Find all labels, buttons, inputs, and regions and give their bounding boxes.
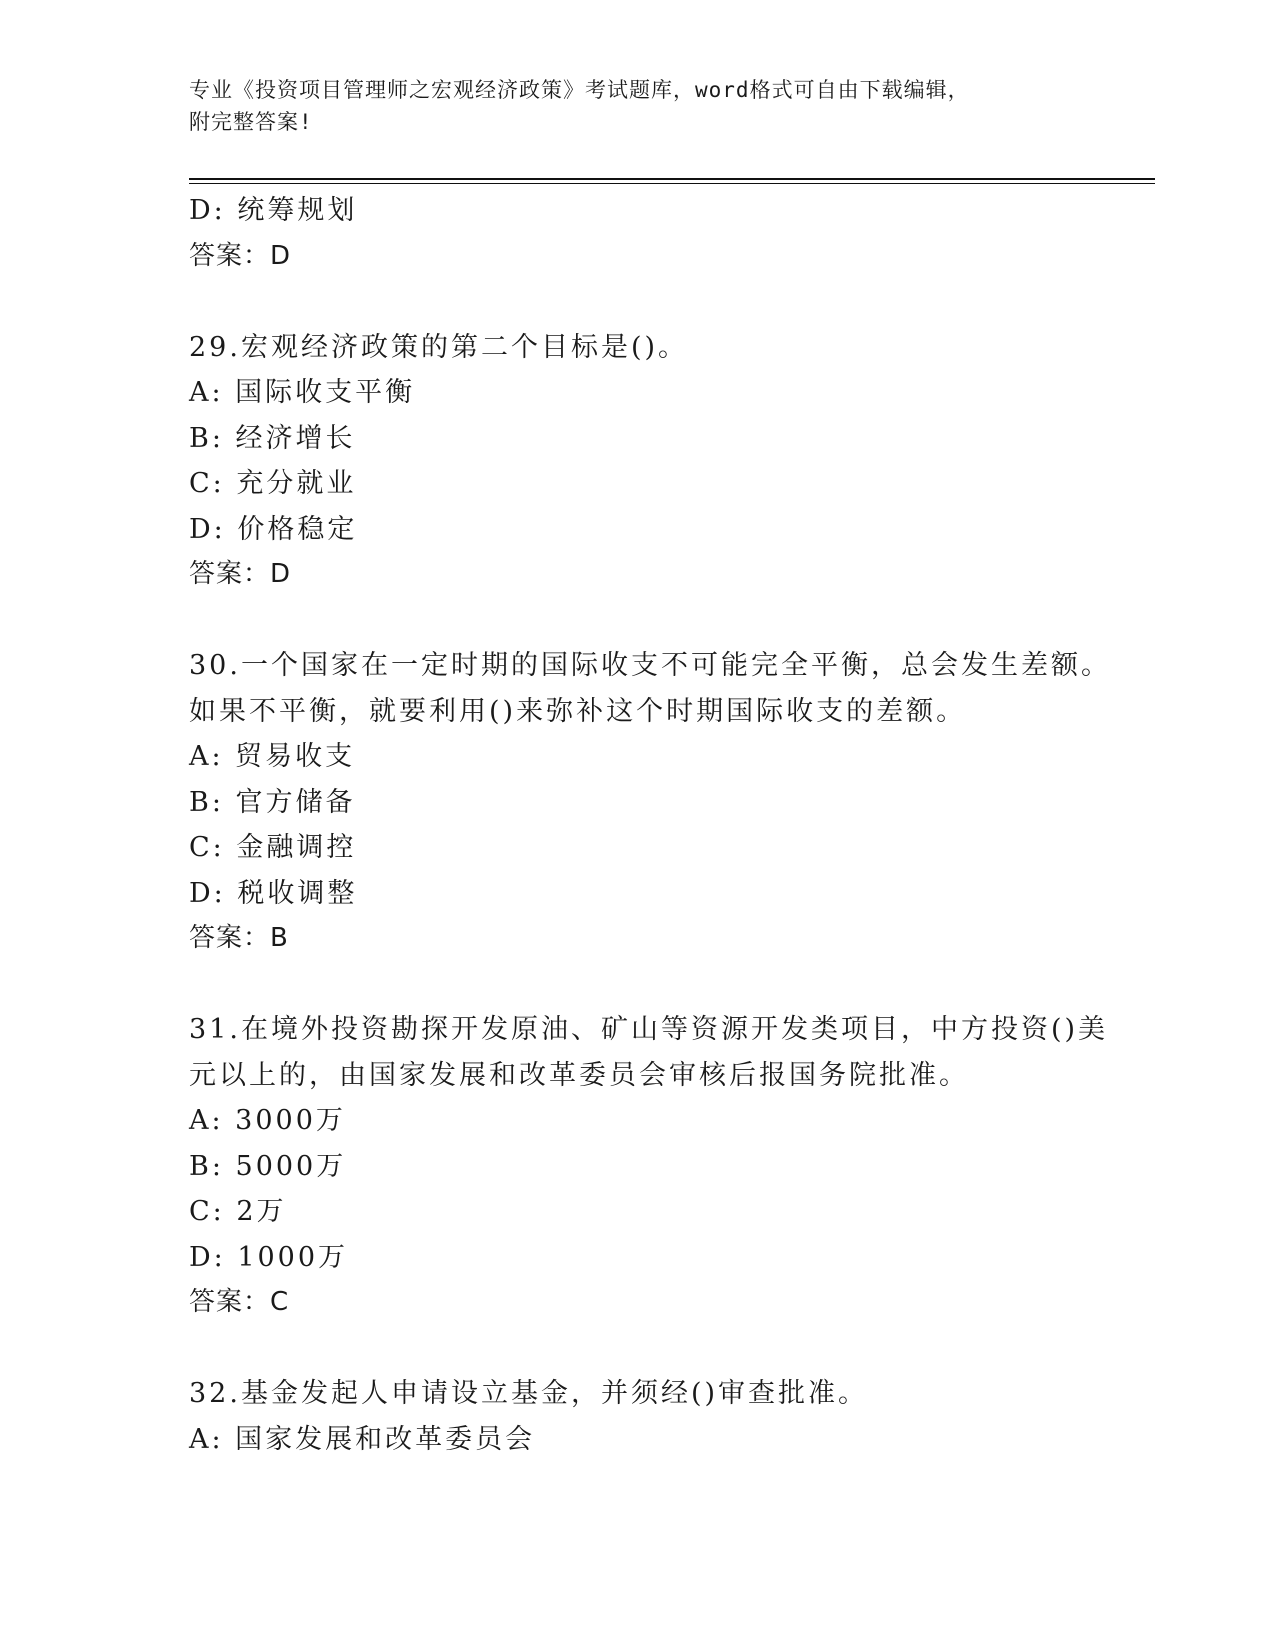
spacer xyxy=(189,1326,1149,1372)
option-c: C: 金融调控 xyxy=(189,832,357,863)
spacer xyxy=(189,279,1149,325)
answer-line: 答案：D xyxy=(189,240,292,271)
header-note-line-1: 专业《投资项目管理师之宏观经济政策》考试题库，word格式可自由下载编辑， xyxy=(189,78,970,102)
question-block-30 xyxy=(189,643,1149,962)
question-title-line-2: 如果不平衡，就要利用()来弥补这个时期国际收支的差额。 xyxy=(189,695,967,727)
header-rule-thick xyxy=(189,178,1155,180)
option-d: D: 1000万 xyxy=(189,1241,349,1273)
header-note xyxy=(189,74,1089,138)
spacer xyxy=(189,598,1149,644)
spacer xyxy=(189,962,1149,1008)
question-title-line-1: 31.在境外投资勘探开发原油、矿山等资源开发类项目，中方投资()美 xyxy=(189,1014,1109,1045)
question-title-line-1: 30.一个国家在一定时期的国际收支不可能完全平衡，总会发生差额。 xyxy=(189,650,1111,681)
question-title-line-2: 元以上的，由国家发展和改革委员会审核后报国务院批准。 xyxy=(189,1059,969,1091)
question-title: 29.宏观经济政策的第二个目标是()。 xyxy=(189,331,689,363)
header-rule-thin xyxy=(189,183,1155,184)
question-title: 32.基金发起人申请设立基金，并须经()审查批准。 xyxy=(189,1378,869,1409)
option-d: D: 价格稳定 xyxy=(189,513,358,545)
question-block-29 xyxy=(189,325,1149,598)
option-b: B: 5000万 xyxy=(189,1150,347,1182)
option-c: C: 2万 xyxy=(189,1196,287,1227)
question-content xyxy=(189,188,1149,1462)
option-a: A: 国家发展和改革委员会 xyxy=(189,1423,536,1455)
answer-line: 答案：B xyxy=(189,923,289,953)
option-a: A: 3000万 xyxy=(189,1105,346,1136)
question-block-32 xyxy=(189,1371,1149,1462)
option-d: D: 税收调整 xyxy=(189,877,358,909)
option-b: B: 经济增长 xyxy=(189,422,356,454)
option-d: D: 统筹规划 xyxy=(189,195,358,226)
answer-line: 答案：C xyxy=(189,1287,290,1317)
answer-line: 答案：D xyxy=(189,559,292,589)
option-a: A: 国际收支平衡 xyxy=(189,377,416,408)
option-b: B: 官方储备 xyxy=(189,786,356,818)
header-note-line-2: 附完整答案! xyxy=(189,110,313,134)
question-block-31 xyxy=(189,1007,1149,1326)
option-a: A: 贸易收支 xyxy=(189,741,356,772)
option-c: C: 充分就业 xyxy=(189,468,357,499)
